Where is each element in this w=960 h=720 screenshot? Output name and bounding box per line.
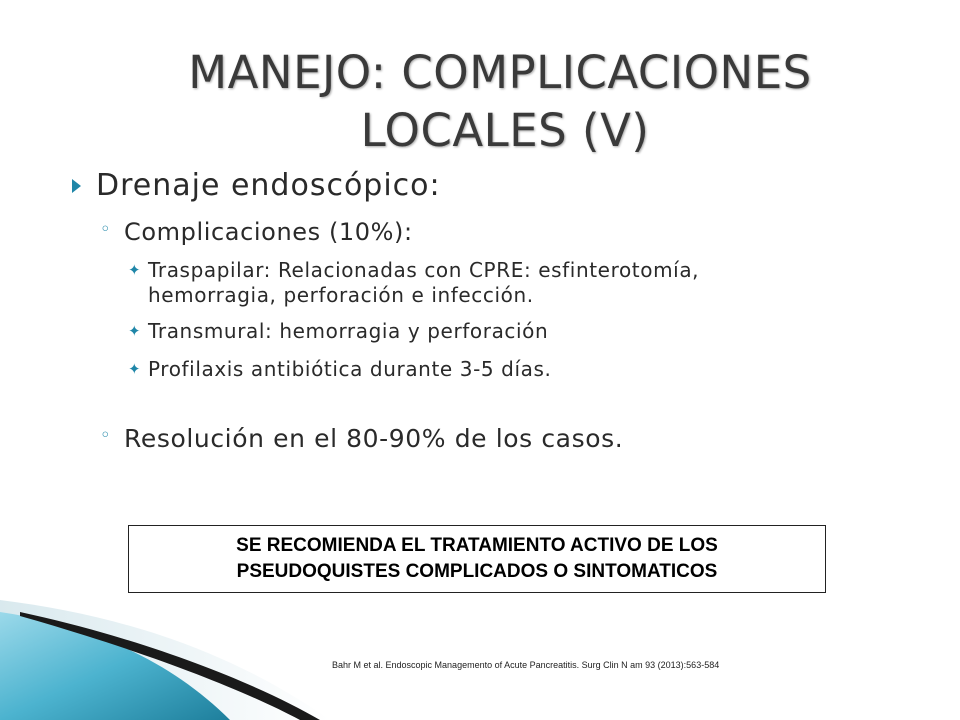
list-item [128, 357, 848, 382]
complications-item [100, 218, 413, 246]
recommendation-box [128, 525, 826, 593]
diamond-bullet-icon: ✦ [128, 322, 142, 340]
list-item [128, 319, 848, 344]
complications-label: Complicaciones (10%): [124, 218, 413, 246]
list-item-line1: Profilaxis antibiótica durante 3-5 días. [148, 357, 552, 381]
resolution-text: Resolución en el 80-90% de los casos. [124, 424, 624, 453]
triangle-bullet-icon [72, 179, 81, 193]
slide-title-line1: MANEJO: COMPLICACIONES [188, 46, 812, 99]
list-item-line2: hemorragia, perforación e infección. [148, 283, 534, 307]
recommendation-line1: SE RECOMIENDA EL TRATAMIENTO ACTIVO DE LOS [236, 535, 718, 556]
citation: Bahr M et al. Endoscopic Managemento of Acute Pancreatitis. Surg Clin N am 93 (2013):563-584 [332, 660, 720, 670]
list-item-line1: Transmural: hemorragia y perforación [148, 319, 549, 343]
heading-item [96, 168, 441, 203]
diamond-bullet-icon: ✦ [128, 261, 142, 279]
slide-title [100, 44, 900, 160]
heading-text: Drenaje endoscópico: [96, 168, 441, 203]
list-item-line1: Traspapilar: Relacionadas con CPRE: esfinterotomía, [148, 258, 700, 282]
ring-bullet-icon: ◦ [100, 219, 112, 240]
diamond-bullet-icon: ✦ [128, 360, 142, 378]
recommendation-line2: PSEUDOQUISTES COMPLICADOS O SINTOMATICOS [236, 561, 718, 582]
list-item [128, 258, 848, 308]
resolution-item [100, 424, 624, 453]
slide-title-line2: LOCALES (V) [360, 104, 650, 157]
ring-bullet-icon: ◦ [100, 425, 112, 446]
